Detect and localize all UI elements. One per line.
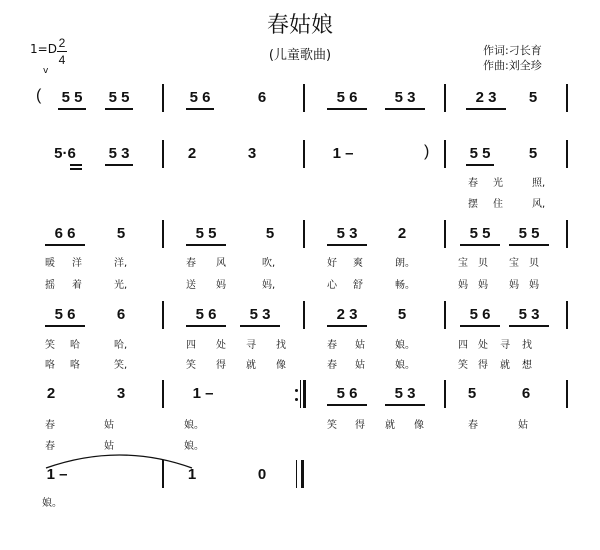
- underline: [186, 244, 226, 246]
- note-group: 5 3: [394, 385, 416, 402]
- note: 5: [528, 89, 538, 106]
- bar-line: [444, 220, 446, 248]
- underline: [385, 404, 425, 406]
- lyric: 爽: [353, 258, 363, 269]
- lyric: 像: [414, 420, 424, 431]
- lyric: 得: [478, 360, 488, 371]
- note: 5: [397, 306, 407, 323]
- lyric: 姑: [104, 420, 114, 431]
- underline-double: [70, 168, 82, 170]
- lyric: 洋,: [114, 258, 128, 269]
- underline: [460, 244, 500, 246]
- note: 3: [247, 145, 257, 162]
- note: 5: [528, 145, 538, 162]
- note-group: 5 5: [469, 145, 491, 162]
- bar-line: [566, 220, 568, 248]
- note-group: 5 3: [336, 225, 358, 242]
- lyric: 笑: [45, 340, 55, 351]
- underline: [70, 164, 82, 166]
- note: 5: [116, 225, 126, 242]
- lyric: 好: [327, 258, 337, 269]
- note: 5: [265, 225, 275, 242]
- lyric: 处: [216, 340, 226, 351]
- bar-line: [162, 140, 164, 168]
- lyric: 摆: [468, 199, 478, 210]
- lyric: 暖: [45, 258, 55, 269]
- song-title: 春姑娘: [266, 13, 333, 38]
- open-paren: (: [36, 87, 42, 104]
- time-signature-bottom: 4: [58, 53, 66, 67]
- lyric: 姑: [518, 420, 528, 431]
- lyric: 娘。: [395, 360, 415, 371]
- lyric: 春: [45, 420, 55, 431]
- lyric: 住: [493, 199, 503, 210]
- v-mark: v: [43, 66, 49, 76]
- lyric: 就: [246, 360, 256, 371]
- lyric: 春: [45, 441, 55, 452]
- underline: [105, 164, 133, 166]
- bar-line: [566, 84, 568, 112]
- lyric: 四: [458, 340, 468, 351]
- note-group: 5 5: [469, 225, 491, 242]
- bar-line: [444, 380, 446, 408]
- note: 6: [116, 306, 126, 323]
- bar-line: [566, 140, 568, 168]
- lyric: 就: [385, 420, 395, 431]
- bar-line: [303, 140, 305, 168]
- lyric: 春: [186, 258, 196, 269]
- lyric: 春: [468, 420, 478, 431]
- repeat-dot: [295, 389, 298, 392]
- note-group: 5 3: [394, 89, 416, 106]
- bar-line: [303, 84, 305, 112]
- song-subtitle: (儿童歌曲): [268, 48, 332, 63]
- note-group: 5 5: [518, 225, 540, 242]
- bar-line: [566, 380, 568, 408]
- lyric: 摇: [45, 280, 55, 291]
- time-signature-top: 2: [58, 36, 66, 50]
- lyric: 着: [72, 280, 82, 291]
- lyric: 哈: [70, 340, 80, 351]
- underline: [460, 325, 500, 327]
- lyric: 贝: [529, 258, 539, 269]
- lyric: 像: [276, 360, 286, 371]
- underline: [466, 108, 506, 110]
- note-group: 1 –: [192, 385, 214, 402]
- lyric: 贝: [478, 258, 488, 269]
- lyric: 笑,: [114, 360, 128, 371]
- bar-line: [303, 220, 305, 248]
- bar-line: [566, 301, 568, 329]
- bar-line: [162, 301, 164, 329]
- note: 6: [521, 385, 531, 402]
- lyric: 吹,: [262, 258, 276, 269]
- lyric: 洋: [72, 258, 82, 269]
- underline: [186, 325, 226, 327]
- bar-line: [444, 301, 446, 329]
- note-group: 1 –: [46, 466, 68, 483]
- lyric: 想: [522, 360, 532, 371]
- note-group: 5 3: [518, 306, 540, 323]
- underline: [327, 244, 367, 246]
- bar-line: [162, 380, 164, 408]
- note: 2: [46, 385, 56, 402]
- lyric: 风,: [532, 199, 546, 210]
- underline: [58, 108, 86, 110]
- note-group: 5 6: [189, 89, 211, 106]
- underline: [105, 108, 133, 110]
- key-signature: 1=D: [30, 42, 57, 56]
- repeat-dot: [295, 398, 298, 401]
- note-group: 5 6: [469, 306, 491, 323]
- underline: [327, 325, 367, 327]
- lyric: 妈: [509, 280, 519, 291]
- note-group: 1 –: [332, 145, 354, 162]
- note-group: 5 6: [336, 89, 358, 106]
- lyric: 咯: [70, 360, 80, 371]
- note: 6: [257, 89, 267, 106]
- bar-line: [303, 301, 305, 329]
- lyric: 光,: [114, 280, 128, 291]
- note-group: 2 3: [475, 89, 497, 106]
- lyric: 宝: [458, 258, 468, 269]
- lyric: 妈: [216, 280, 226, 291]
- repeat-bar-thick: [303, 380, 306, 408]
- lyric: 寻: [246, 340, 256, 351]
- close-paren: ): [424, 143, 430, 160]
- lyric: 宝: [509, 258, 519, 269]
- bar-line: [444, 84, 446, 112]
- note: 1: [187, 466, 197, 483]
- note-group: 5 5: [108, 89, 130, 106]
- underline: [186, 108, 214, 110]
- lyric: 娘。: [42, 498, 62, 509]
- lyric: 娘。: [184, 420, 204, 431]
- note: 2: [187, 145, 197, 162]
- lyric: 心: [327, 280, 337, 291]
- lyric: 妈: [529, 280, 539, 291]
- underline: [240, 325, 280, 327]
- bar-line: [444, 140, 446, 168]
- lyric: 娘。: [395, 340, 415, 351]
- lyric: 风: [216, 258, 226, 269]
- lyric: 找: [522, 340, 532, 351]
- underline: [45, 244, 85, 246]
- lyric: 畅。: [395, 280, 415, 291]
- note-group: 5 6: [195, 306, 217, 323]
- underline: [466, 164, 494, 166]
- note-group: 6 6: [54, 225, 76, 242]
- lyric: 得: [216, 360, 226, 371]
- note-group: 5 6: [54, 306, 76, 323]
- lyric: 舒: [353, 280, 363, 291]
- underline: [327, 404, 367, 406]
- time-signature-line: [57, 51, 67, 52]
- lyric: 姑: [104, 441, 114, 452]
- lyric: 姑: [355, 360, 365, 371]
- note-group: 5 3: [249, 306, 271, 323]
- lyric: 咯: [45, 360, 55, 371]
- lyric: 光: [493, 178, 503, 189]
- lyric: 笑: [186, 360, 196, 371]
- lyric: 就: [500, 360, 510, 371]
- underline: [385, 108, 425, 110]
- lyric: 春: [327, 340, 337, 351]
- final-bar-thick: [301, 460, 304, 488]
- lyric: 朗。: [395, 258, 415, 269]
- lyric: 春: [327, 360, 337, 371]
- underline: [327, 108, 367, 110]
- lyric: 送: [186, 280, 196, 291]
- note-group: 5 5: [61, 89, 83, 106]
- lyric: 得: [355, 420, 365, 431]
- lyric: 寻: [500, 340, 510, 351]
- underline: [45, 325, 85, 327]
- note-group: 5·6: [54, 145, 76, 162]
- repeat-bar-thin: [300, 380, 301, 408]
- lyric: 娘。: [184, 441, 204, 452]
- bar-line: [162, 460, 164, 488]
- note: 0: [257, 466, 267, 483]
- note: 2: [397, 225, 407, 242]
- lyric: 四: [186, 340, 196, 351]
- lyric: 笑: [458, 360, 468, 371]
- composer-credit: 作曲:刘全珍: [483, 59, 542, 72]
- note-group: 2 3: [336, 306, 358, 323]
- lyric: 找: [276, 340, 286, 351]
- bar-line: [162, 220, 164, 248]
- lyric: 妈,: [262, 280, 276, 291]
- lyric: 处: [478, 340, 488, 351]
- lyric: 照,: [532, 178, 546, 189]
- underline: [509, 325, 549, 327]
- lyric: 姑: [355, 340, 365, 351]
- lyricist-credit: 作词:刁长育: [483, 44, 542, 57]
- underline: [509, 244, 549, 246]
- final-bar-thin: [296, 460, 297, 488]
- note-group: 5 6: [336, 385, 358, 402]
- note-group: 5 5: [195, 225, 217, 242]
- lyric: 妈: [458, 280, 468, 291]
- lyric: 笑: [327, 420, 337, 431]
- lyric: 春: [468, 178, 478, 189]
- note: 5: [467, 385, 477, 402]
- note-group: 5 3: [108, 145, 130, 162]
- lyric: 妈: [478, 280, 488, 291]
- note: 3: [116, 385, 126, 402]
- bar-line: [162, 84, 164, 112]
- lyric: 哈,: [114, 340, 128, 351]
